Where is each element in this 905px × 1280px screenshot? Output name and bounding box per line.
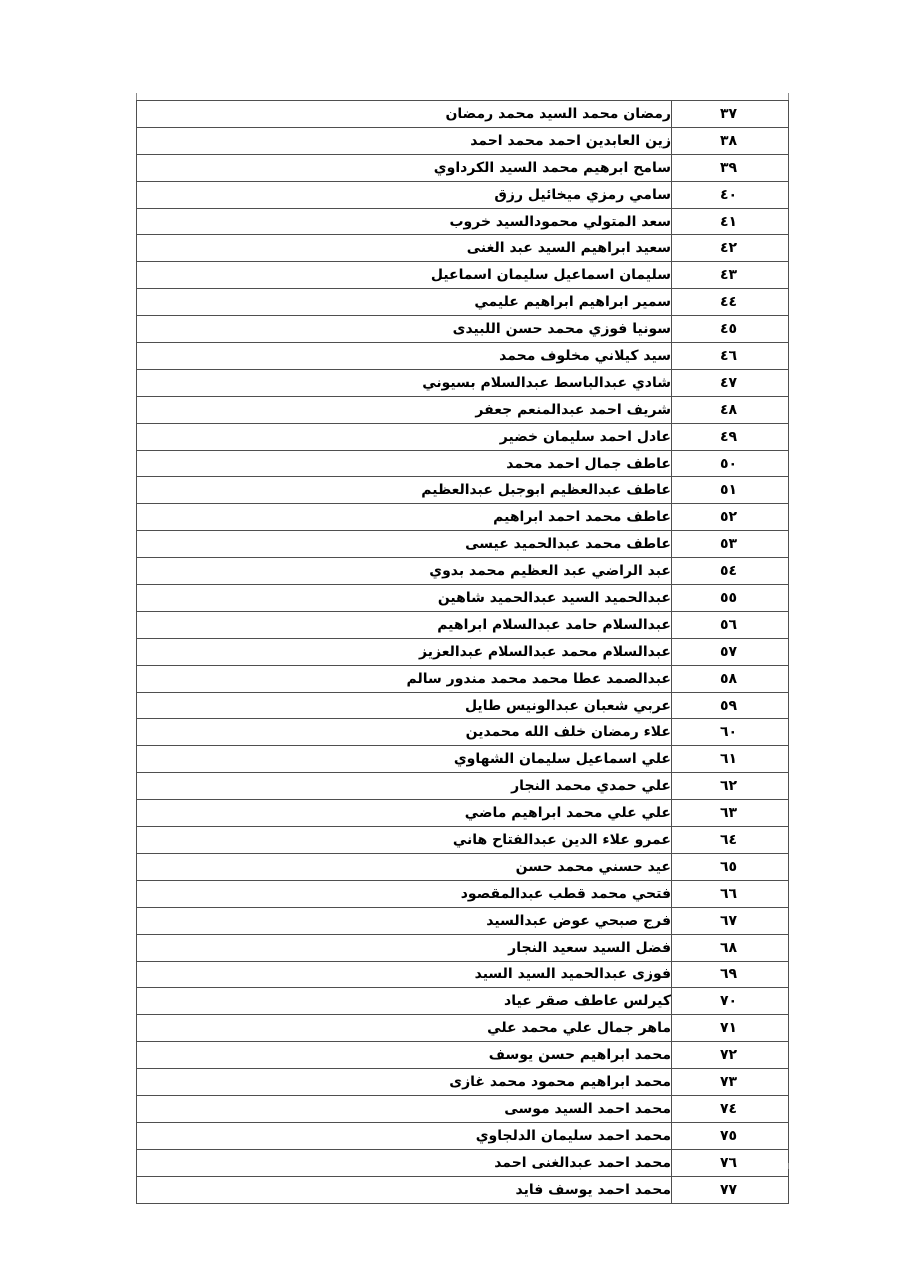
name-cell: محمد احمد عبدالغنى احمد — [137, 1149, 672, 1176]
rank-cell: ٦٧ — [672, 907, 789, 934]
rank-cell: ٥٨ — [672, 665, 789, 692]
name-cell: رمضان محمد السيد محمد رمضان — [137, 101, 672, 128]
table-row — [137, 235, 789, 262]
rank-cell: ٦٩ — [672, 961, 789, 988]
rank-cell: ٧٦ — [672, 1149, 789, 1176]
table-row — [137, 127, 789, 154]
name-cell: عاطف محمد احمد ابراهيم — [137, 504, 672, 531]
table-row — [137, 638, 789, 665]
name-cell: سعيد ابراهيم السيد عبد الغنى — [137, 235, 672, 262]
table-row — [137, 880, 789, 907]
table-row — [137, 531, 789, 558]
table-row — [137, 1095, 789, 1122]
rank-cell: ٧٤ — [672, 1095, 789, 1122]
rank-cell: ٧٣ — [672, 1069, 789, 1096]
name-cell: سامي رمزي ميخائيل رزق — [137, 181, 672, 208]
table-row — [137, 181, 789, 208]
rank-cell: ٥٤ — [672, 558, 789, 585]
table-row — [137, 800, 789, 827]
name-cell: عادل احمد سليمان خضير — [137, 423, 672, 450]
name-cell: عربي شعبان عبدالونيس طايل — [137, 692, 672, 719]
rank-cell: ٦٢ — [672, 773, 789, 800]
name-cell: فضل السيد سعيد النجار — [137, 934, 672, 961]
table-row — [137, 1149, 789, 1176]
name-cell: فتحي محمد قطب عبدالمقصود — [137, 880, 672, 907]
name-cell: عبدالسلام حامد عبدالسلام ابراهيم — [137, 611, 672, 638]
table-row — [137, 827, 789, 854]
table-row — [137, 1122, 789, 1149]
rank-cell: ٧٥ — [672, 1122, 789, 1149]
name-cell: عاطف عبدالعظيم ابوجبل عبدالعظيم — [137, 477, 672, 504]
rank-cell: ٦٨ — [672, 934, 789, 961]
rank-cell: ٥٢ — [672, 504, 789, 531]
table-row — [137, 262, 789, 289]
name-cell: كيرلس عاطف صقر عياد — [137, 988, 672, 1015]
name-cell: محمد احمد سليمان الدلجاوي — [137, 1122, 672, 1149]
name-cell: سيد كيلاني مخلوف محمد — [137, 343, 672, 370]
table-row — [137, 289, 789, 316]
name-cell: شادي عبدالباسط عبدالسلام بسيوني — [137, 369, 672, 396]
name-cell: عبدالحميد السيد عبدالحميد شاهين — [137, 585, 672, 612]
name-cell: سليمان اسماعيل سليمان اسماعيل — [137, 262, 672, 289]
name-cell: عبدالسلام محمد عبدالسلام عبدالعزيز — [137, 638, 672, 665]
rank-cell: ٥٥ — [672, 585, 789, 612]
table-row — [137, 423, 789, 450]
name-cell: علي اسماعيل سليمان الشهاوي — [137, 746, 672, 773]
rank-cell: ٤٢ — [672, 235, 789, 262]
table-row — [137, 101, 789, 128]
page-break-tick-bottom-right — [788, 1163, 789, 1169]
table-row — [137, 746, 789, 773]
table-row — [137, 477, 789, 504]
rank-cell: ٦٦ — [672, 880, 789, 907]
table-row — [137, 369, 789, 396]
name-cell: سامح ابرهيم محمد السيد الكرداوي — [137, 154, 672, 181]
name-cell: سمير ابراهيم ابراهيم عليمي — [137, 289, 672, 316]
name-cell: عبدالصمد عطا محمد محمد مندور سالم — [137, 665, 672, 692]
name-cell: فوزى عبدالحميد السيد السيد — [137, 961, 672, 988]
names-table — [136, 100, 789, 1204]
rank-cell: ٥٠ — [672, 450, 789, 477]
rank-cell: ٤٤ — [672, 289, 789, 316]
name-cell: علاء رمضان خلف الله محمدين — [137, 719, 672, 746]
rank-cell: ٣٨ — [672, 127, 789, 154]
name-cell: فرج صبحي عوض عبدالسيد — [137, 907, 672, 934]
rank-cell: ٥٩ — [672, 692, 789, 719]
table-row — [137, 585, 789, 612]
page-break-tick-top-left — [136, 93, 137, 100]
table-row — [137, 1015, 789, 1042]
table-body — [137, 101, 789, 1204]
rank-cell: ٤٦ — [672, 343, 789, 370]
name-cell: عيد حسني محمد حسن — [137, 853, 672, 880]
name-cell: محمد احمد السيد موسى — [137, 1095, 672, 1122]
name-cell: عاطف جمال احمد محمد — [137, 450, 672, 477]
name-cell: محمد ابراهيم حسن يوسف — [137, 1042, 672, 1069]
table-row — [137, 558, 789, 585]
table-row — [137, 316, 789, 343]
name-cell: شريف احمد عبدالمنعم جعفر — [137, 396, 672, 423]
rank-cell: ٧١ — [672, 1015, 789, 1042]
rank-cell: ٦٠ — [672, 719, 789, 746]
rank-cell: ٤٨ — [672, 396, 789, 423]
rank-cell: ٦٤ — [672, 827, 789, 854]
name-cell: علي حمدي محمد النجار — [137, 773, 672, 800]
name-cell: عمرو علاء الدين عبدالفتاح هاني — [137, 827, 672, 854]
table-row — [137, 719, 789, 746]
name-cell: سعد المتولي محمودالسيد خروب — [137, 208, 672, 235]
names-table-container — [136, 100, 789, 1198]
table-row — [137, 1069, 789, 1096]
name-cell: ماهر جمال علي محمد علي — [137, 1015, 672, 1042]
table-row — [137, 343, 789, 370]
table-row — [137, 934, 789, 961]
table-row — [137, 208, 789, 235]
name-cell: علي علي محمد ابراهيم ماضي — [137, 800, 672, 827]
rank-cell: ٧٧ — [672, 1176, 789, 1203]
rank-cell: ٥٧ — [672, 638, 789, 665]
name-cell: عاطف محمد عبدالحميد عيسى — [137, 531, 672, 558]
rank-cell: ٦١ — [672, 746, 789, 773]
rank-cell: ٤٥ — [672, 316, 789, 343]
table-row — [137, 961, 789, 988]
table-row — [137, 665, 789, 692]
rank-cell: ٥٣ — [672, 531, 789, 558]
table-row — [137, 154, 789, 181]
table-row — [137, 504, 789, 531]
name-cell: زين العابدين احمد محمد احمد — [137, 127, 672, 154]
table-row — [137, 773, 789, 800]
table-row — [137, 907, 789, 934]
name-cell: سونيا فوزي محمد حسن اللبيدى — [137, 316, 672, 343]
rank-cell: ٥٦ — [672, 611, 789, 638]
rank-cell: ٣٧ — [672, 101, 789, 128]
rank-cell: ٤٠ — [672, 181, 789, 208]
rank-cell: ٦٥ — [672, 853, 789, 880]
rank-cell: ٤٧ — [672, 369, 789, 396]
table-row — [137, 450, 789, 477]
table-row — [137, 1042, 789, 1069]
rank-cell: ٦٣ — [672, 800, 789, 827]
table-row — [137, 853, 789, 880]
rank-cell: ٧٢ — [672, 1042, 789, 1069]
table-row — [137, 396, 789, 423]
rank-cell: ٣٩ — [672, 154, 789, 181]
name-cell: عبد الراضي عبد العظيم محمد بدوي — [137, 558, 672, 585]
table-row — [137, 988, 789, 1015]
rank-cell: ٤٩ — [672, 423, 789, 450]
rank-cell: ٥١ — [672, 477, 789, 504]
name-cell: محمد ابراهيم محمود محمد غازى — [137, 1069, 672, 1096]
rank-cell: ٧٠ — [672, 988, 789, 1015]
page-break-tick-top-right — [788, 93, 789, 100]
table-row — [137, 611, 789, 638]
table-row — [137, 1176, 789, 1203]
rank-cell: ٤١ — [672, 208, 789, 235]
rank-cell: ٤٣ — [672, 262, 789, 289]
name-cell: محمد احمد يوسف فايد — [137, 1176, 672, 1203]
table-row — [137, 692, 789, 719]
